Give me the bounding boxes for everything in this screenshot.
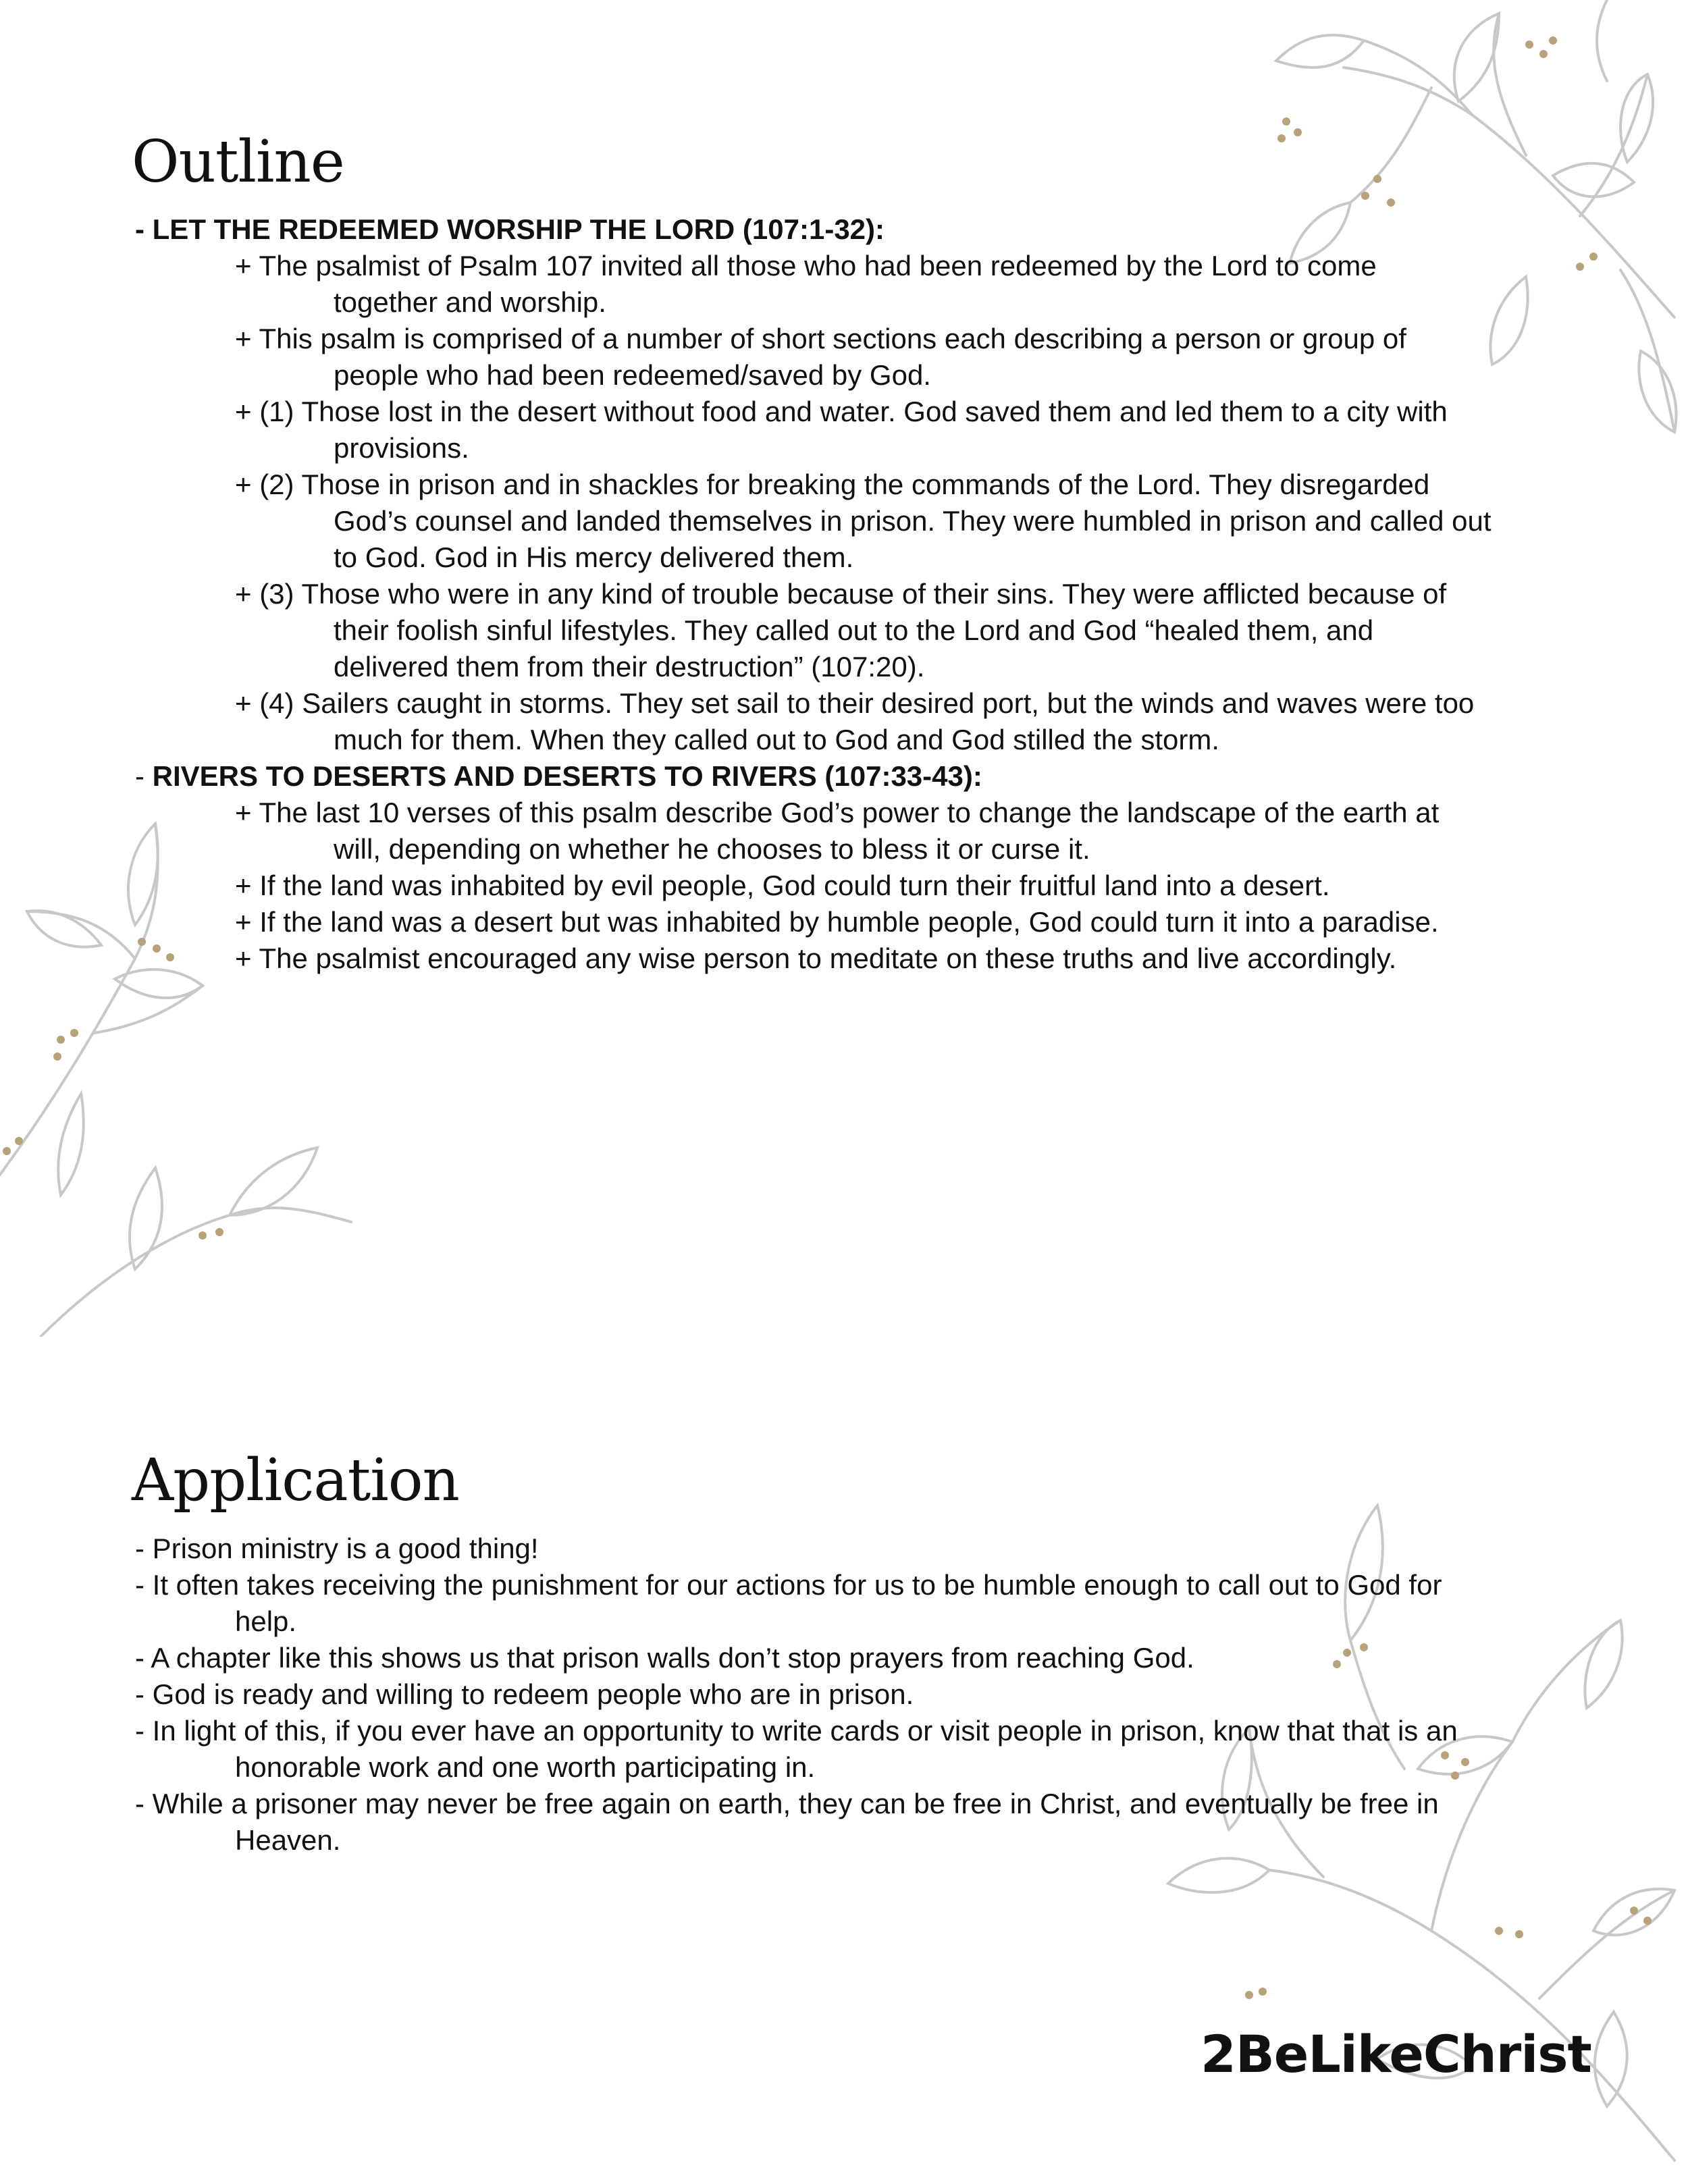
- outline-section2-dash: -: [135, 760, 153, 792]
- outline-item: their foolish sinful lifestyles. They called out to the Lord and God “healed them, and: [334, 614, 1374, 646]
- outline-item: + If the land was a desert but was inhabited by humble people, God could turn it into a paradise.: [235, 906, 1439, 938]
- outline-item: + (2) Those in prison and in shackles for breaking the commands of the Lord. They disregarded: [235, 469, 1430, 500]
- outline-title: Outline: [132, 128, 344, 196]
- outline-item: + This psalm is comprised of a number of short sections each describing a person or group of: [235, 323, 1406, 354]
- application-item: - God is ready and willing to redeem people who are in prison.: [135, 1678, 914, 1710]
- outline-section2-heading: [135, 760, 982, 793]
- outline-item: + The psalmist encouraged any wise person to meditate on these truths and live accordingly.: [235, 942, 1397, 974]
- application-item: - While a prisoner may never be free again on earth, they can be free in Christ, and eventually be free in: [135, 1788, 1439, 1819]
- outline-section1-heading: - LET THE REDEEMED WORSHIP THE LORD (107:1-32):: [135, 213, 885, 245]
- outline-item: will, depending on whether he chooses to bless it or curse it.: [334, 833, 1090, 865]
- application-item: - Prison ministry is a good thing!: [135, 1533, 539, 1564]
- outline-item: provisions.: [334, 432, 469, 464]
- outline-item: + The last 10 verses of this psalm describe God’s power to change the landscape of the earth at: [235, 797, 1440, 828]
- outline-item: delivered them from their destruction” (107:20).: [334, 651, 925, 683]
- outline-item: + The psalmist of Psalm 107 invited all those who had been redeemed by the Lord to come: [235, 250, 1377, 282]
- outline-item: people who had been redeemed/saved by God.: [334, 359, 931, 391]
- application-item: help.: [235, 1605, 297, 1637]
- brand-logo-text: 2BeLikeChrist: [1201, 2024, 1591, 2084]
- outline-item: to God. God in His mercy delivered them.: [334, 541, 854, 573]
- outline-item: + (3) Those who were in any kind of trouble because of their sins. They were afflicted because of: [235, 578, 1447, 610]
- outline-item: + If the land was inhabited by evil people, God could turn their fruitful land into a desert.: [235, 870, 1330, 901]
- outline-item: + (4) Sailers caught in storms. They set sail to their desired port, but the winds and waves were too: [235, 687, 1475, 719]
- application-title: Application: [132, 1447, 459, 1514]
- outline-item: much for them. When they called out to God and God stilled the storm.: [334, 724, 1219, 755]
- application-item: - In light of this, if you ever have an opportunity to write cards or visit people in prison, know that that is an: [135, 1715, 1458, 1747]
- application-item: Heaven.: [235, 1824, 341, 1856]
- outline-item: + (1) Those lost in the desert without food and water. God saved them and led them to a city with: [235, 396, 1448, 427]
- application-item: - A chapter like this shows us that prison walls don’t stop prayers from reaching God.: [135, 1642, 1194, 1674]
- outline-section2-title: RIVERS TO DESERTS AND DESERTS TO RIVERS (107:33-43):: [152, 760, 982, 792]
- outline-item: God’s counsel and landed themselves in prison. They were humbled in prison and called out: [334, 505, 1492, 537]
- outline-item: together and worship.: [334, 286, 606, 318]
- application-item: - It often takes receiving the punishment for our actions for us to be humble enough to call out to God for: [135, 1569, 1442, 1601]
- application-item: honorable work and one worth participating in.: [235, 1751, 816, 1783]
